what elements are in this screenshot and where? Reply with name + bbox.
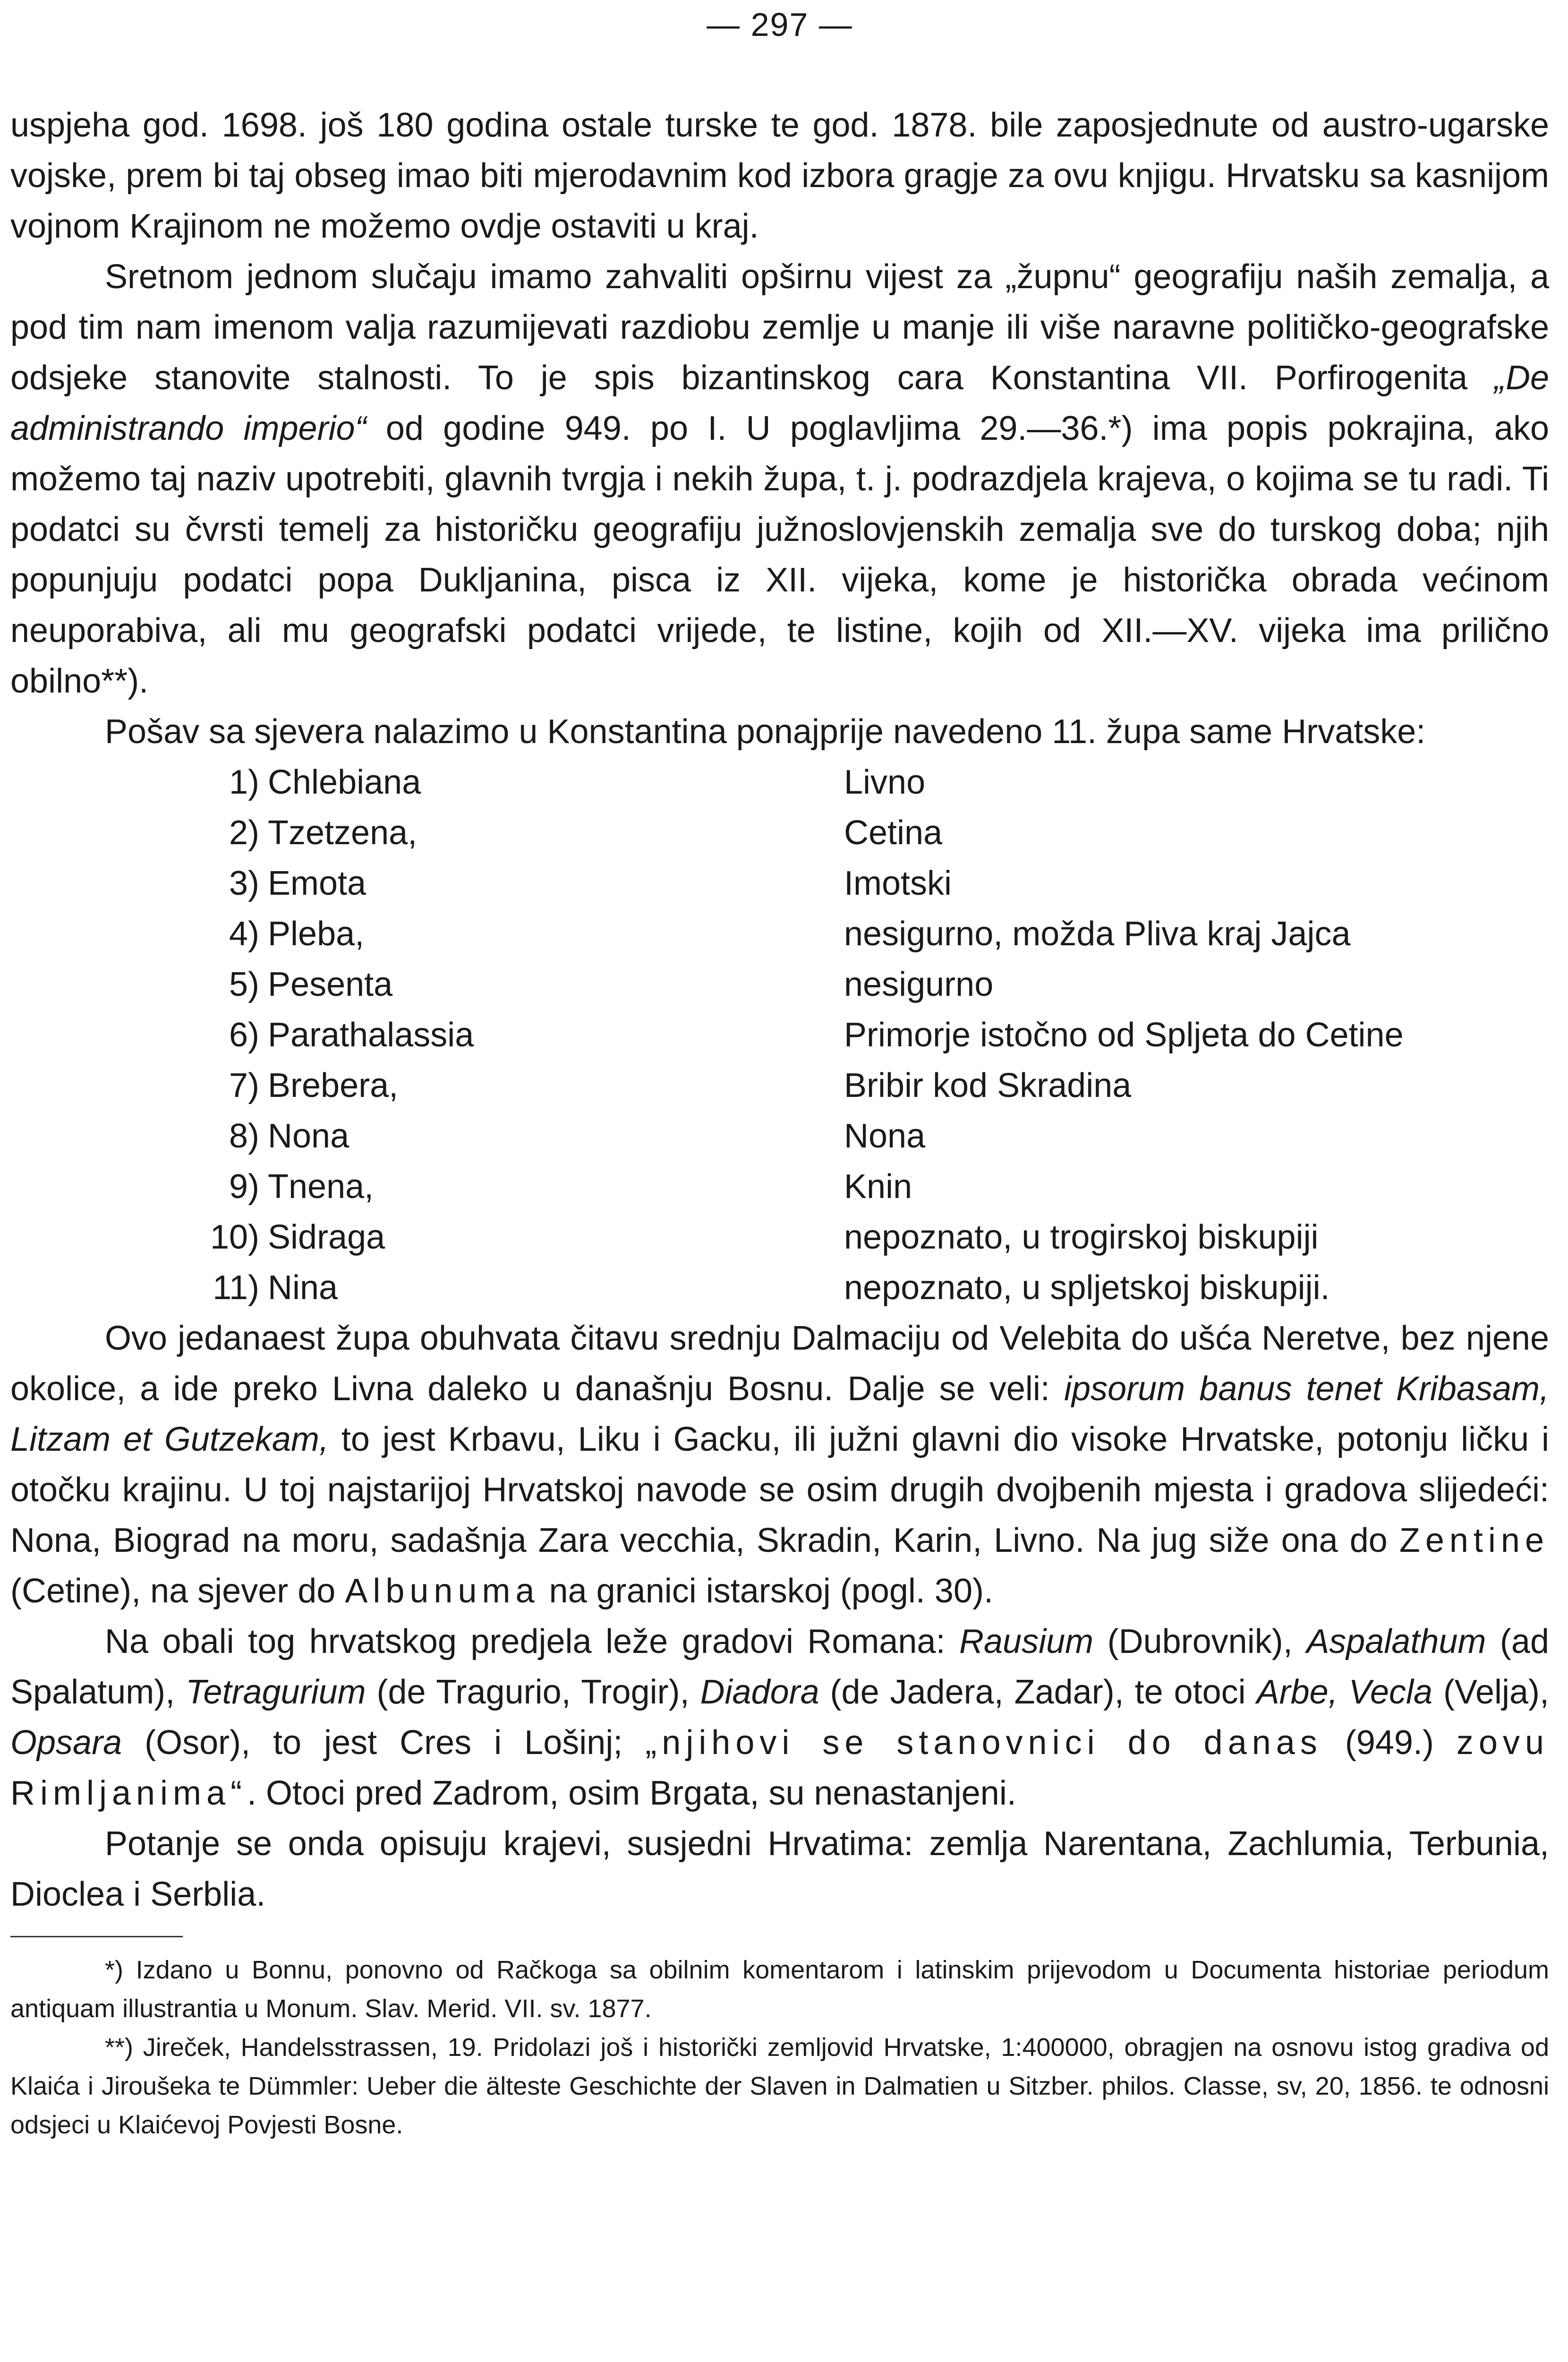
text-segment: (Cetine), na sjever do (10, 1572, 345, 1610)
list-item: 2) Tzetzena, Cetina (229, 814, 943, 852)
spaced-term: Zentine (1399, 1522, 1549, 1559)
list-item: 9) Tnena, Knin (229, 1168, 912, 1206)
paragraph-coast-towns (10, 1617, 1549, 1819)
latin-quote: ipsorum banus tenet Kribasam, Litzam et Gutzekam, (10, 1370, 1549, 1458)
list-item: 7) Brebera, Bribir kod Skradina (229, 1067, 1132, 1104)
list-item: 11) Nina nepoznato, u spljetskoj biskupiji. (213, 1269, 1330, 1307)
place-name: Opsara (10, 1724, 122, 1762)
paragraph-zupe-intro: Pošav sa sjevera nalazimo u Konstantina ponajprije navedeno 11. župa same Hrvatske: (105, 713, 1426, 751)
list-item: 6) Parathalassia Primorje istočno od Spljeta do Cetine (229, 1016, 1404, 1054)
footnotes (10, 1951, 1549, 2144)
spaced-term: Albunuma (345, 1572, 540, 1610)
list-item: 1) Chlebiana Livno (229, 763, 926, 801)
text-segment: Na obali tog hrvatskog predjela leže gradovi Romana: (105, 1623, 959, 1660)
list-item: 3) Emota Imotski (229, 864, 952, 902)
text-segment: . Otoci pred Zadrom, osim Brgata, su nenastanjeni. (247, 1774, 1016, 1812)
list-item: 5) Pesenta nesigurno (229, 966, 994, 1003)
text-segment: Ovo jedanaest župa obuhvata čitavu srednju Dalmaciju od Velebita do ušća Neretve, bez njene okolice, a ide preko Livna daleko u današnju Bosnu. Dalje se veli: (10, 1319, 1549, 1408)
spaced-quote: zovu Rimljanima“ (10, 1724, 1550, 1812)
footnote: *) Izdano u Bonnu, ponovno od Račkoga sa obilnim komentarom i latinskim prijevodom u Documenta historiae periodum antiquam illustrantia u Monum. Slav. Merid. VII. sv. 1877. (10, 1956, 1549, 2023)
text-segment: (Dubrovnik), (1093, 1623, 1307, 1660)
place-name: Rausium (959, 1623, 1094, 1660)
text-segment: od godine 949. po I. U poglavljima 29.—36.*) ima popis pokrajina, ako možemo taj naziv upotrebiti, glavnih tvrgja i nekih župa, t. j. podrazdjela krajeva, o kojima se tu radi. Ti podatci su čvrsti temelj za historičku geografiju južnoslovjenskih zemalja sve do turskog doba; njih popunjuju podatci popa Dukljanina, pisca iz XII. vijeka, kome je historička obrada većinom neuporabiva, ali mu geografski podatci vrijede, te listine, kojih od XII.—XV. vijeka ima prilično obilno**). (10, 410, 1549, 700)
text-segment: (Osor), to jest Cres i Lošinj; (122, 1724, 646, 1762)
list-item: 10) Sidraga nepoznato, u trogirskoj biskupiji (210, 1218, 1319, 1256)
text-segment: (Velja), (1432, 1673, 1550, 1711)
text-segment: (de Jadera, Zadar), te otoci (819, 1673, 1257, 1711)
spaced-quote: „njihovi se stanovnici do danas (645, 1724, 1322, 1762)
footnote-divider (10, 1936, 183, 1937)
paragraph-neighbours: Potanje se onda opisuju krajevi, susjedni Hrvatima: zemlja Narentana, Zachlumia, Terbunia, Dioclea i Serblia. (10, 1825, 1549, 1913)
text-segment: (ad Spalatum), (10, 1623, 1549, 1711)
work-title: „De administrando imperio“ (10, 359, 1549, 447)
place-name: Diadora (700, 1673, 819, 1711)
paragraph-intro: uspjeha god. 1698. još 180 godina ostale turske te god. 1878. bile zaposjednute od austro-ugarske vojske, prem bi taj obseg imao biti mjerodavnim kod izbora gragje za ovu knjigu. Hrvatsku sa kasnijom vojnom Krajinom ne možemo ovdje ostaviti u kraj. (10, 106, 1549, 245)
paragraph-eleven-zupe (10, 1313, 1549, 1617)
main-text (10, 100, 1549, 1920)
text-segment: to jest Krbavu, Liku i Gacku, ili južni glavni dio visoke Hrvatske, potonju ličku i otočku krajinu. U toj najstarijoj Hrvatskoj navode se osim drugih dvojbenih mjesta i gradova slijedeći: Nona, Biograd na moru, sadašnja Zara vecchia, Skradin, Karin, Livno. Na jug siže ona do (10, 1421, 1550, 1559)
place-name: Tetragurium (186, 1673, 366, 1711)
list-item: 8) Nona Nona (229, 1117, 926, 1155)
page-number: — 297 — (707, 6, 853, 43)
text-segment: Sretnom jednom slučaju imamo zahvaliti opširnu vijest za „župnu“ geografiju naših zemalja, a pod tim nam imenom valja razumijevati razdiobu zemlje u manje ili više naravne političko-geografske odsjeke stanovite stalnosti. To je spis bizantinskog cara Konstantina VII. Porfirogenita (10, 258, 1549, 397)
place-name: Arbe, Vecla (1256, 1673, 1433, 1711)
text-segment: (949.) (1322, 1724, 1457, 1762)
paragraph-konstantin (10, 252, 1549, 707)
text-segment: (de Tragurio, Trogir), (366, 1673, 700, 1711)
list-item: 4) Pleba, nesigurno, možda Pliva kraj Jajca (229, 915, 1351, 953)
place-name: Aspalathum (1306, 1623, 1486, 1660)
text-segment: na granici istarskoj (pogl. 30). (539, 1572, 993, 1610)
footnote: **) Jireček, Handelsstrassen, 19. Pridolazi još i historički zemljovid Hrvatske, 1:400000, obragjen na osnovu istog gradiva od Klaića i Jiroušeka te Dümmler: Ueber die älteste Geschichte der Slaven in Dalmatien u Sitzber. philos. Classe, sv, 20, 1856. te odnosni odsjeci u Klaićevoj Povjesti Bosne. (10, 2033, 1549, 2139)
zupe-list (10, 757, 1549, 1313)
